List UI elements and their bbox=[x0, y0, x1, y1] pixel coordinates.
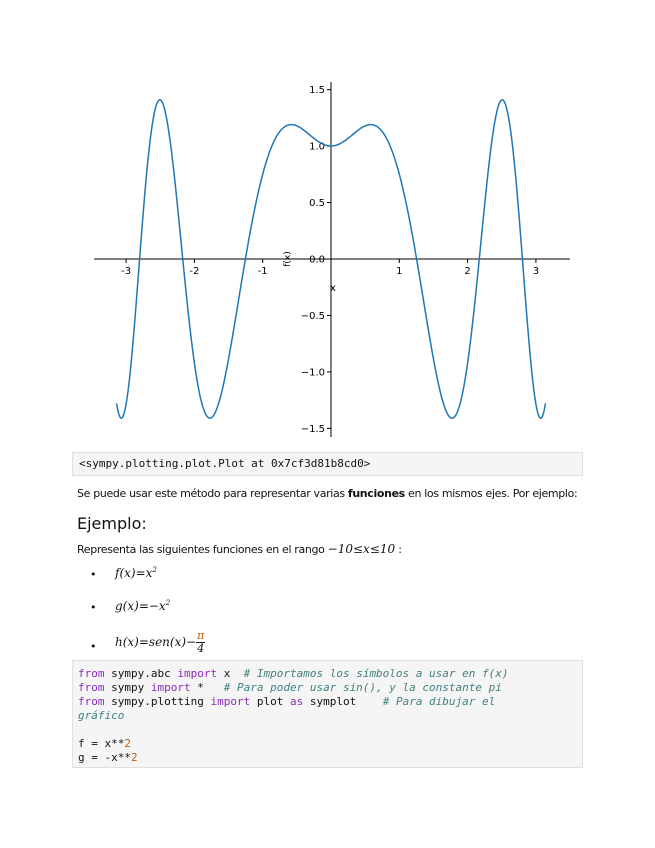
x-tick-label: -1 bbox=[257, 266, 268, 277]
x-axis-label: x bbox=[330, 283, 336, 294]
y-tick-label: 0.0 bbox=[309, 254, 325, 266]
bold-keyword: funciones bbox=[347, 487, 405, 500]
y-axis-label: f(x) bbox=[283, 251, 293, 267]
bullet-icon: • bbox=[90, 568, 97, 581]
function-g: $g(x)=-x^2$ bbox=[115, 599, 171, 613]
x-tick-label: -3 bbox=[121, 266, 132, 277]
x-tick-label: 1 bbox=[396, 266, 403, 277]
bullet-icon: • bbox=[90, 640, 97, 653]
plot-ticks bbox=[121, 85, 539, 435]
x-tick-label: 3 bbox=[532, 266, 540, 277]
y-tick-label: −0.5 bbox=[300, 310, 325, 322]
y-tick-label: 1.5 bbox=[309, 85, 325, 97]
description-paragraph: Se puede usar este método para representar varias funciones en los mismos ejes. Por ejemplo: bbox=[77, 487, 578, 500]
function-f: $f(x)=x^2$ bbox=[115, 566, 157, 580]
y-tick-label: 0.5 bbox=[309, 198, 325, 210]
plot-axes bbox=[94, 82, 570, 437]
x-tick-label: -2 bbox=[189, 266, 200, 277]
code-cell[interactable]: from sympy.abc import x # Importamos los símbolos a usar en f(x) from sympy import * # Para poder usar sin(), y la constante pi from sympy.plotting import plot as symplot # Para dibujar el gráfico f = x**2 g = -x**2 bbox=[72, 660, 583, 768]
cell-output: <sympy.plotting.plot.Plot at 0x7cf3d81b8cd0> bbox=[72, 452, 583, 476]
y-tick-label: −1.5 bbox=[300, 423, 325, 435]
section-heading: Ejemplo: bbox=[77, 514, 147, 533]
function-h: h(x)=sen(x)− $\frac{\pi}{4}$ bbox=[115, 629, 205, 655]
bullet-icon: • bbox=[90, 601, 97, 614]
y-tick-label: −1.0 bbox=[300, 367, 325, 379]
range-sentence: Representa las siguientes funciones en el rango −10≤x≤10 : bbox=[77, 542, 402, 556]
x-tick-label: 2 bbox=[464, 266, 471, 277]
y-tick-label: 1.0 bbox=[309, 141, 325, 153]
